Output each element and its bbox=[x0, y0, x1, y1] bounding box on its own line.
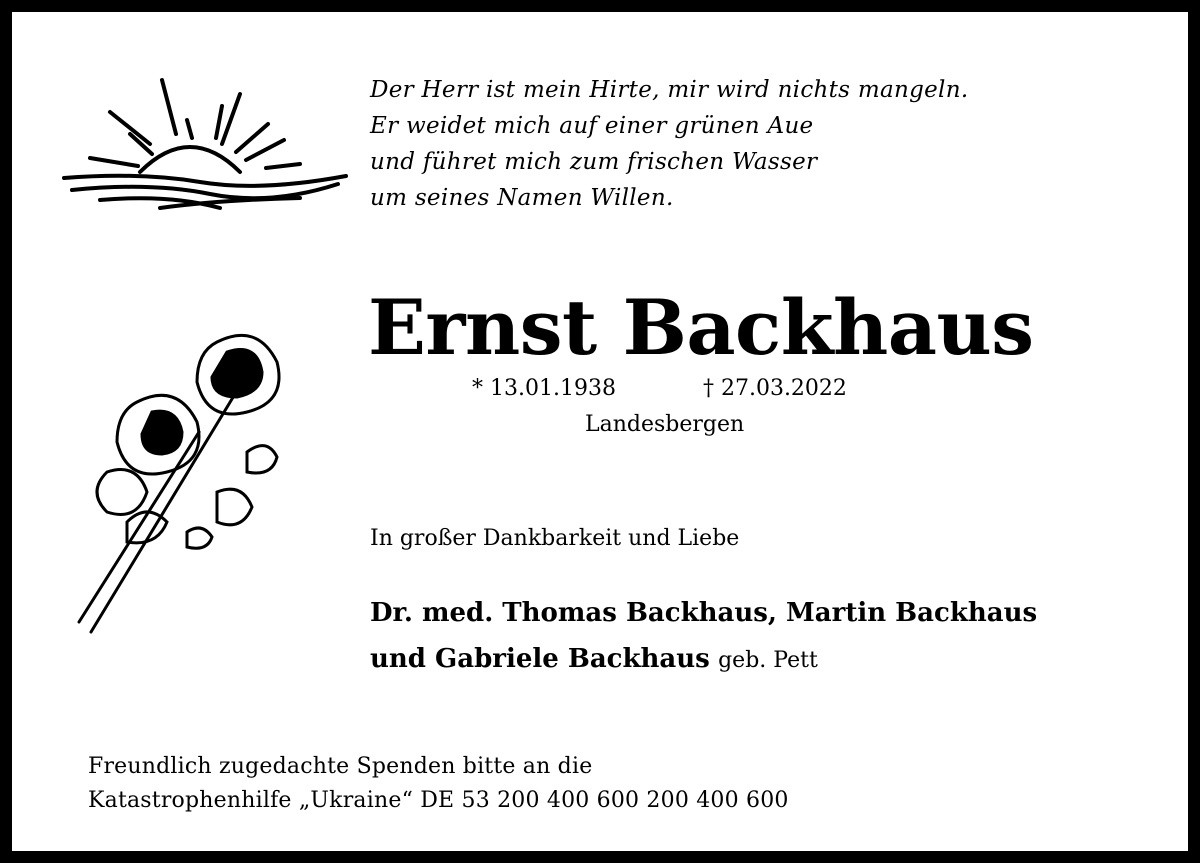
death-date: † 27.03.2022 bbox=[702, 376, 847, 401]
psalm-line: und führet mich zum frischen Wasser bbox=[370, 149, 818, 175]
psalm-verse bbox=[370, 72, 968, 216]
gratitude-line: In großer Dankbarkeit und Liebe bbox=[370, 526, 740, 551]
deceased-name: Ernst Backhaus bbox=[368, 283, 1034, 372]
sunrise-icon bbox=[50, 72, 350, 222]
mourners-line: Dr. med. Thomas Backhaus, Martin Backhaus bbox=[370, 598, 1038, 628]
psalm-line: um seines Namen Willen. bbox=[370, 185, 674, 211]
maiden-name: geb. Pett bbox=[718, 648, 818, 673]
donation-line: Katastrophenhilfe „Ukraine“ DE 53 200 400 600 200 400 600 bbox=[88, 788, 789, 813]
birth-date: * 13.01.1938 bbox=[472, 376, 616, 401]
life-dates bbox=[472, 376, 847, 401]
roses-icon bbox=[67, 322, 307, 642]
psalm-line: Er weidet mich auf einer grünen Aue bbox=[370, 113, 814, 139]
residence-place: Landesbergen bbox=[585, 412, 745, 437]
donation-note bbox=[88, 750, 789, 818]
mourners-line bbox=[370, 636, 1037, 684]
donation-line: Freundlich zugedachte Spenden bitte an die bbox=[88, 754, 593, 779]
mourner-name: und Gabriele Backhaus bbox=[370, 644, 710, 674]
mourners-names bbox=[370, 590, 1037, 684]
psalm-line: Der Herr ist mein Hirte, mir wird nichts mangeln. bbox=[370, 77, 969, 103]
